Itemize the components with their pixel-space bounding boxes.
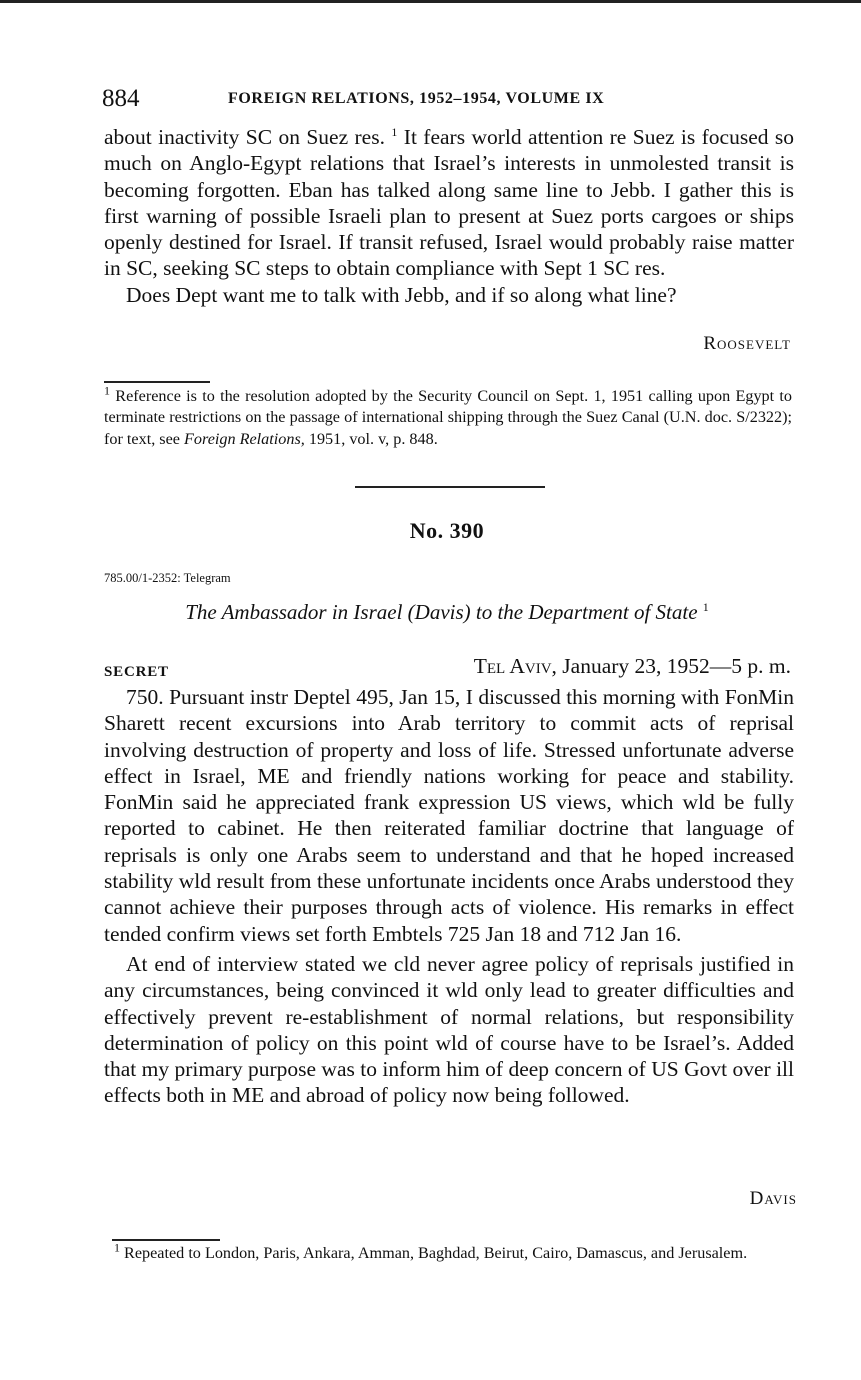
top-border-rule (0, 0, 861, 3)
dateline: Tel Aviv, January 23, 1952—5 p. m. (473, 654, 791, 678)
footnote-marker: 1 (702, 600, 709, 614)
paragraph-1: 750. Pursuant instr Deptel 495, Jan 15, I discussed this morning with FonMin Sharett recent excursions into Arab territory to commit acts of reprisal involving destruction of property and loss of life. Stressed unfortunate adverse effect in Israel, ME and friendly nations working for peace and stability. FonMin said he appreciated frank expression US views, which wld be fully reported to cabinet. He then reiterated familiar doctrine that language of reprisals is only one Arabs seem to understand and that he hoped increased stability wld result from these unfortunate incidents once Arabs understood they cannot achieve their purposes through acts of violence. His remarks in effect tended confirm views set forth Embtels 725 Jan 18 and 712 Jan 16. (104, 685, 794, 946)
page-number: 884 (102, 85, 140, 112)
signature: Davis (749, 1188, 797, 1209)
running-title: FOREIGN RELATIONS, 1952–1954, VOLUME IX (228, 90, 605, 107)
file-reference: 785.00/1-2352: Telegram (104, 571, 231, 585)
classification: SECRET (104, 664, 169, 680)
prev-paragraph-2: Does Dept want me to talk with Jebb, and if so along what line? (126, 282, 677, 307)
section-divider (355, 486, 545, 488)
document-heading: The Ambassador in Israel (Davis) to the Department of State $^1$ (185, 600, 709, 624)
footnote-marker: 1 (391, 124, 398, 139)
prev-paragraph-1: about inactivity SC on Suez res. $^1$ It fears world attention re Suez is focused so much on Anglo-Egypt relations that Israel’s interests in unmolested transit is becoming forgotten. Eban has talked along same line to Jebb. I gather this is first warning of possible Israeli plan to present at Suez ports cargoes or ships openly destined for Israel. If transit refused, Israel would probably raise matter in SC, seeking SC steps to obtain compliance with Sept 1 SC res. (104, 124, 795, 281)
prev-footnote: $^1$ Reference is to the resolution adopted by the Security Council on Sept. 1, 1951 calling upon Egypt to terminate restrictions on the passage of international shipping through the Suez Canal (U.N. doc. S/2322); for text, see Foreign Relations, 1951, vol. v, p. 848. (104, 383, 793, 448)
document-footnote: $^1$ Repeated to London, Paris, Ankara, Amman, Baghdad, Beirut, Cairo, Damascus, and Jerusalem. (114, 1240, 748, 1262)
footnote-rule (104, 381, 210, 383)
running-head (102, 84, 802, 114)
document-body (104, 684, 794, 1109)
footnote-rule (112, 1239, 220, 1241)
document-number: No. 390 (409, 518, 485, 543)
footnote-marker: 1 (114, 1240, 120, 1255)
footnote-marker: 1 (104, 383, 110, 398)
paragraph-2: At end of interview stated we cld never agree policy of reprisals justified in any circumstances, being convinced it wld only lead to greater difficulties and effectively prevent re-establishment of normal relations, but responsibility determination of policy on this point wld of course have to be Israel’s. Added that my primary purpose was to inform him of deep concern of US Govt over ill effects both in ME and abroad of policy now being followed. (104, 951, 794, 1108)
prev-document-body (104, 124, 794, 308)
prev-signature: Roosevelt (703, 333, 791, 354)
